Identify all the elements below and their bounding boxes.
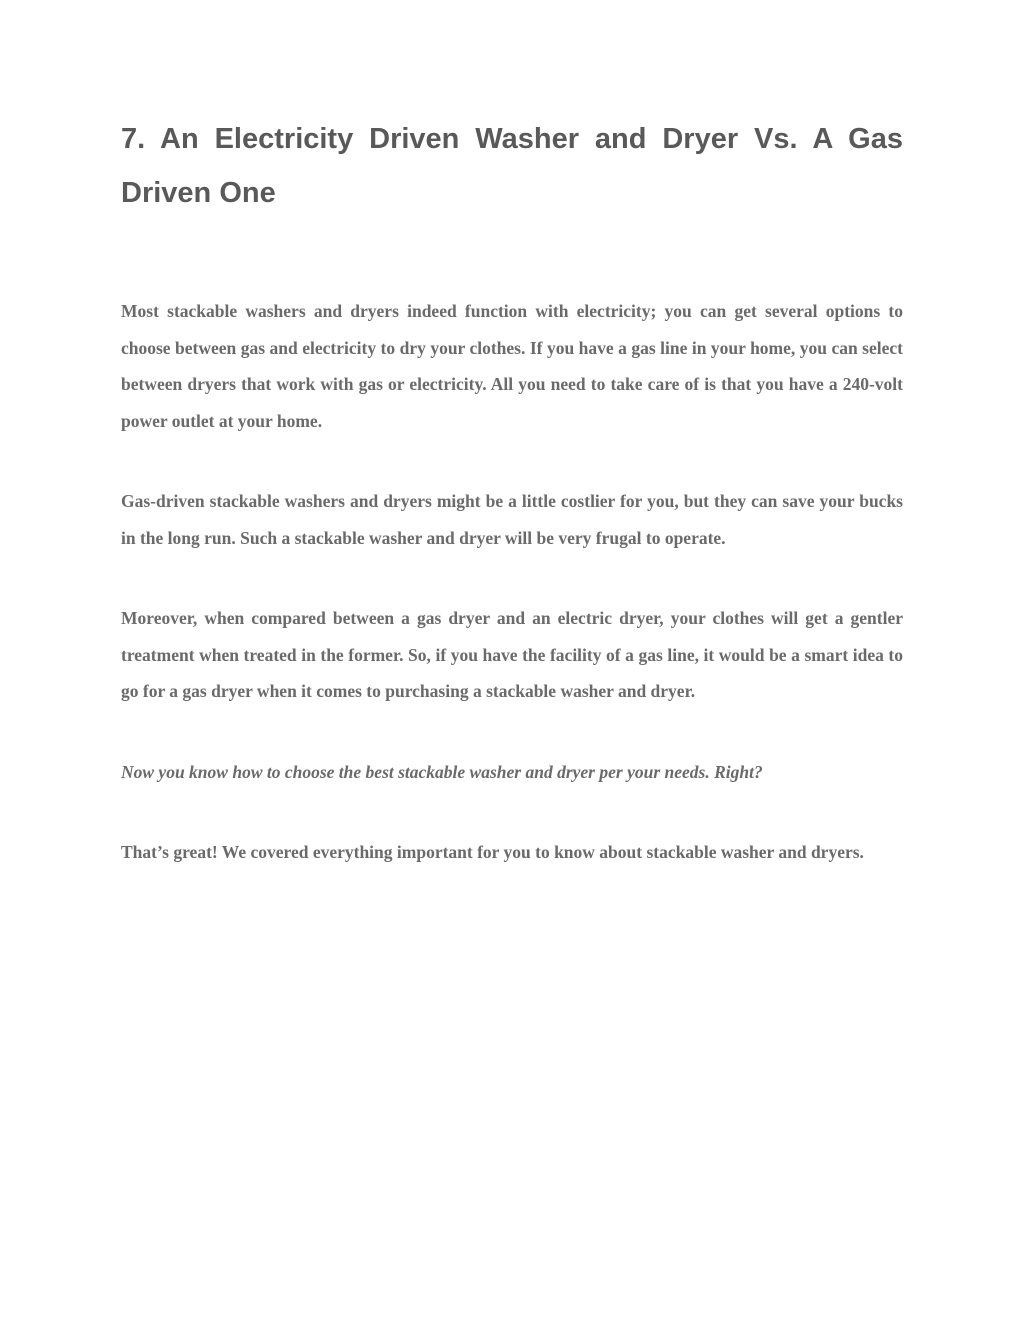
paragraph-summary-question: Now you know how to choose the best stackable washer and dryer per your needs. Right? [121, 761, 763, 782]
paragraph-gas-cost: Gas-driven stackable washers and dryers might be a little costlier for you, but they can save your bucks in the long run. Such a stackable washer and dryer will be very frugal to operate. [121, 491, 903, 548]
section-heading: 7. An Electricity Driven Washer and Dryer Vs. A Gas Driven One [121, 123, 903, 209]
paragraph-gas-vs-electric: Moreover, when compared between a gas dryer and an electric dryer, your clothes will get a gentler treatment when treated in the former. So, if you have the facility of a gas line, it would be a smart idea to go for a gas dryer when it comes to purchasing a stackable washer and dryer. [121, 608, 903, 701]
paragraph-conclusion: That’s great! We covered everything important for you to know about stackable washer and dryers. [121, 842, 864, 862]
document-page [121, 112, 903, 871]
paragraph-electricity-options: Most stackable washers and dryers indeed function with electricity; you can get several options to choose between gas and electricity to dry your clothes. If you have a gas line in your home, you can select between dryers that work with gas or electricity. All you need to take care of is that you have a 240-volt power outlet at your home. [121, 301, 903, 431]
